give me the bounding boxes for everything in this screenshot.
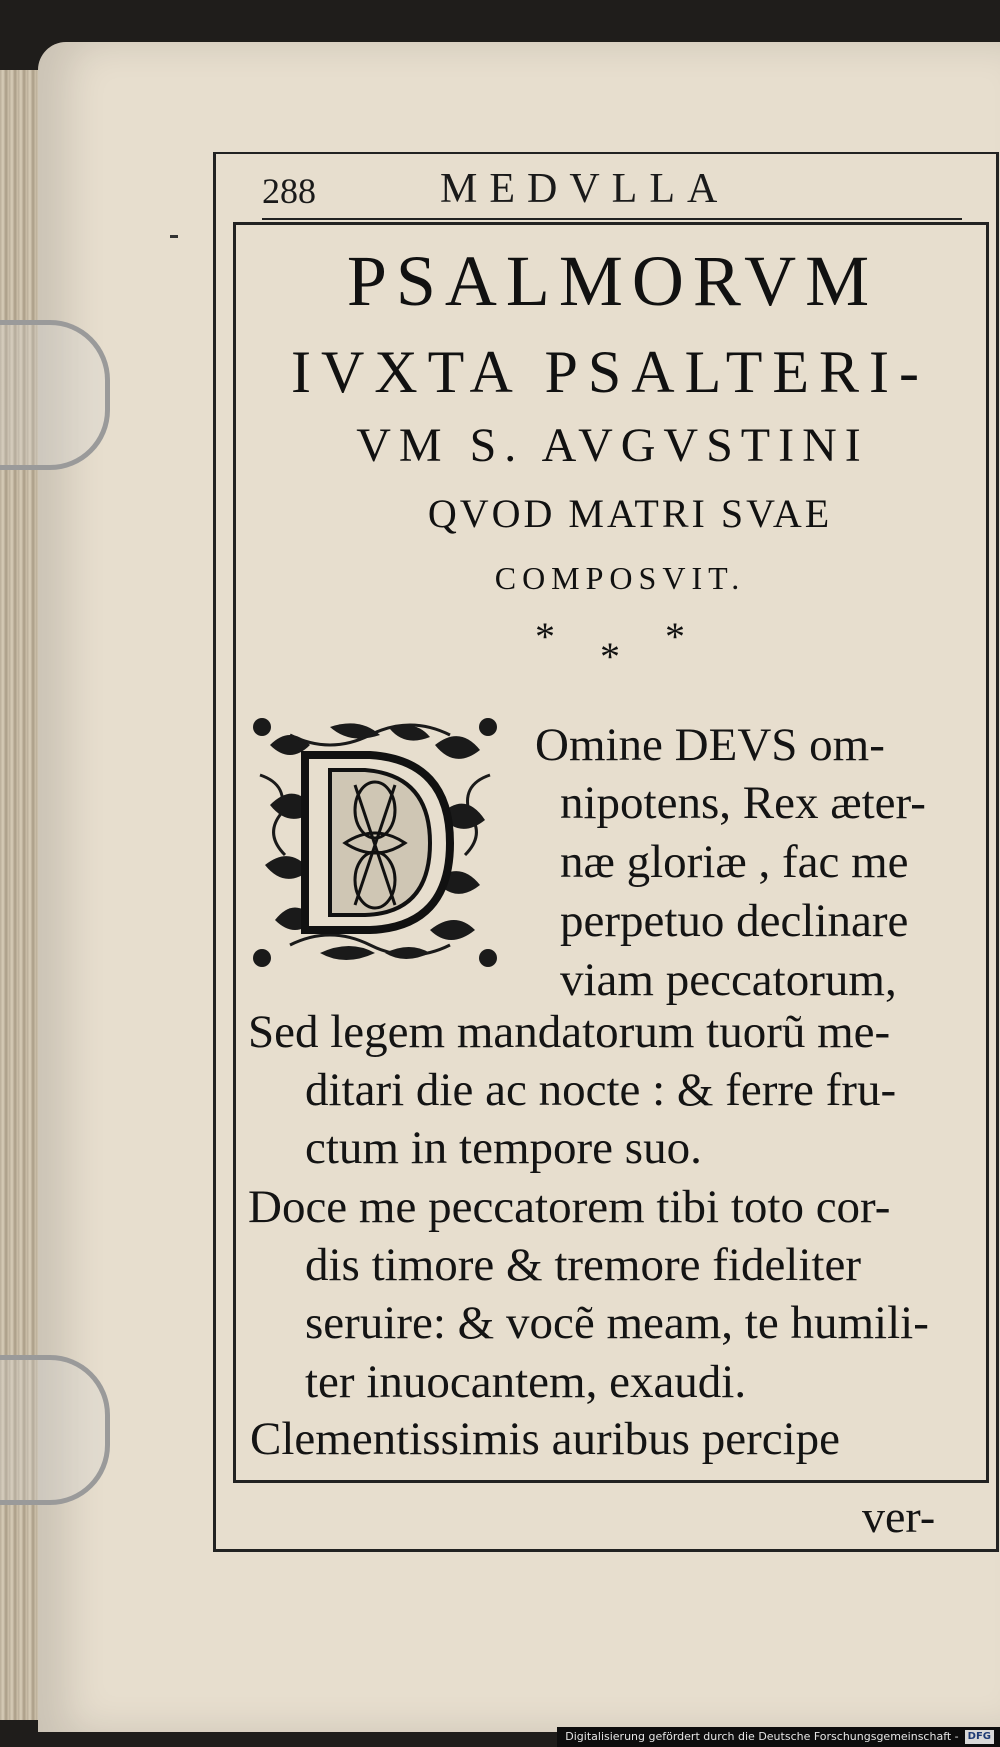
- text-line: viam peccatorum,: [560, 954, 897, 1006]
- text-line: næ gloriæ , fac me: [560, 836, 909, 888]
- text-line: Omine DEVS om-: [535, 719, 885, 771]
- svg-text:*: *: [600, 634, 620, 675]
- page-clip-bottom: [0, 1355, 110, 1505]
- svg-text:*: *: [535, 615, 555, 659]
- page-clip-top: [0, 320, 110, 470]
- title-line-4: QVOD MATRI SVAE: [427, 491, 833, 536]
- credit-text: Digitalisierung gefördert durch die Deutsche Forschungsgemeinschaft -: [565, 1730, 959, 1743]
- svg-text:*: *: [665, 615, 685, 659]
- footer-rule: [280, 1480, 985, 1482]
- digitization-credit-bar: [557, 1727, 1000, 1747]
- running-head: MEDVLLA: [440, 166, 730, 212]
- dfg-logo: DFG: [965, 1730, 994, 1744]
- text-line: ter inuocantem, exaudi.: [305, 1356, 747, 1408]
- catchword: ver-: [862, 1491, 936, 1542]
- title-line-3: VM S. AVGVSTINI: [356, 419, 869, 472]
- text-line: dis timore & tremore fideliter: [305, 1239, 861, 1291]
- text-line: nipotens, Rex æter-: [560, 777, 926, 829]
- text-line: Doce me peccatorem tibi toto cor-: [248, 1181, 891, 1233]
- page-number: 288: [262, 171, 316, 211]
- title-line-2: IVXTA PSALTERI-: [291, 339, 929, 405]
- text-line: seruire: & vocẽ meam, te humili-: [305, 1297, 929, 1349]
- title-line-5: COMPOSVIT.: [494, 560, 746, 596]
- decorated-initial-d-icon: [250, 715, 500, 970]
- header-rule: [262, 218, 962, 220]
- text-line: Sed legem mandatorum tuorũ me-: [248, 1006, 891, 1058]
- text-line: perpetuo declinare: [560, 895, 909, 947]
- text-line: Clementissimis auribus percipe: [250, 1413, 841, 1465]
- margin-mark: [170, 235, 178, 238]
- text-line: ditari die ac nocte : & ferre fru-: [305, 1064, 897, 1116]
- title-line-1: PSALMORVM: [346, 241, 879, 321]
- text-line: ctum in tempore suo.: [305, 1122, 702, 1174]
- asterism-ornament-icon: [530, 615, 700, 675]
